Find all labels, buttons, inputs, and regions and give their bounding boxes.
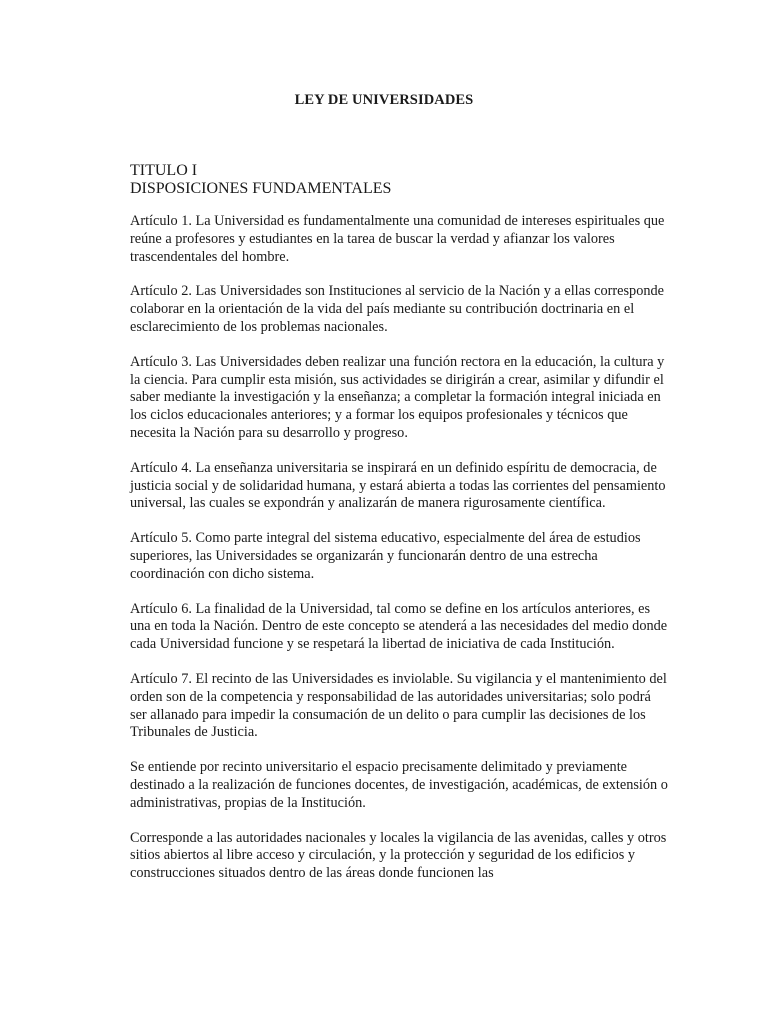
section-name: DISPOSICIONES FUNDAMENTALES <box>130 180 392 197</box>
article-4-paragraph: Artículo 4. La enseñanza universitaria se inspirará en un definido espíritu de democracia, de justicia social y de solidaridad humana, y estará abierta a todas las corrientes del pensamiento universal, las cuales se expondrán y analizarán de manera rigurosamente científica. <box>130 459 666 512</box>
article-5-paragraph: Artículo 5. Como parte integral del sistema educativo, especialmente del área de estudios superiores, las Universidades se organizarán y funcionarán dentro de una estrecha coordinación con dicho sistema. <box>130 530 641 582</box>
article-2-paragraph: Artículo 2. Las Universidades son Instituciones al servicio de la Nación y a ellas corresponde colaborar en la orientación de la vida del país mediante su contribución doctrinaria en el esclarecimiento de los problemas nacionales. <box>130 283 664 335</box>
authorities-paragraph: Corresponde a las autoridades nacionales y locales la vigilancia de las avenidas, calles y otros sitios abiertos al libre acceso y circulación, y la protección y seguridad de los edificios y construcciones situados dentro de las áreas donde funcionen las <box>130 829 667 882</box>
article-1-paragraph: Artículo 1. La Universidad es fundamentalmente una comunidad de intereses espirituales que reúne a profesores y estudiantes en la tarea de buscar la verdad y afianzar los valores trascendentales del hombre. <box>130 213 665 265</box>
article-7-paragraph: Artículo 7. El recinto de las Universidades es inviolable. Su vigilancia y el mantenimiento del orden son de la competencia y responsabilidad de las autoridades universitarias; solo podrá ser allanado para impedir la consumación de un delito o para cumplir las decisiones de los Tribunales de Justicia. <box>130 670 667 741</box>
document-body <box>130 162 670 883</box>
article-6-paragraph: Artículo 6. La finalidad de la Universidad, tal como se define en los artículos anteriores, es una en toda la Nación. Dentro de este concepto se atenderá a las necesidades del medio donde cada Universidad funcione y se respetará la libertad de iniciativa de cada Institución. <box>130 600 668 653</box>
article-3-paragraph: Artículo 3. Las Universidades deben realizar una función rectora en la educación, la cultura y la ciencia. Para cumplir esta misión, sus actividades se dirigirán a crear, asimilar y difundir el saber mediante la investigación y la enseñanza; a completar la formación integral iniciada en los ciclos educacionales anteriores; y a formar los equipos profesionales y técnicos que necesita la Nación para su desarrollo y progreso. <box>130 353 665 441</box>
section-number: TITULO I <box>130 162 198 179</box>
recinto-definition-paragraph: Se entiende por recinto universitario el espacio precisamente delimitado y previamente destinado a la realización de funciones docentes, de investigación, académicas, de extensión o administrativas, propias de la Institución. <box>130 759 668 811</box>
document-title: LEY DE UNIVERSIDADES <box>294 92 474 108</box>
